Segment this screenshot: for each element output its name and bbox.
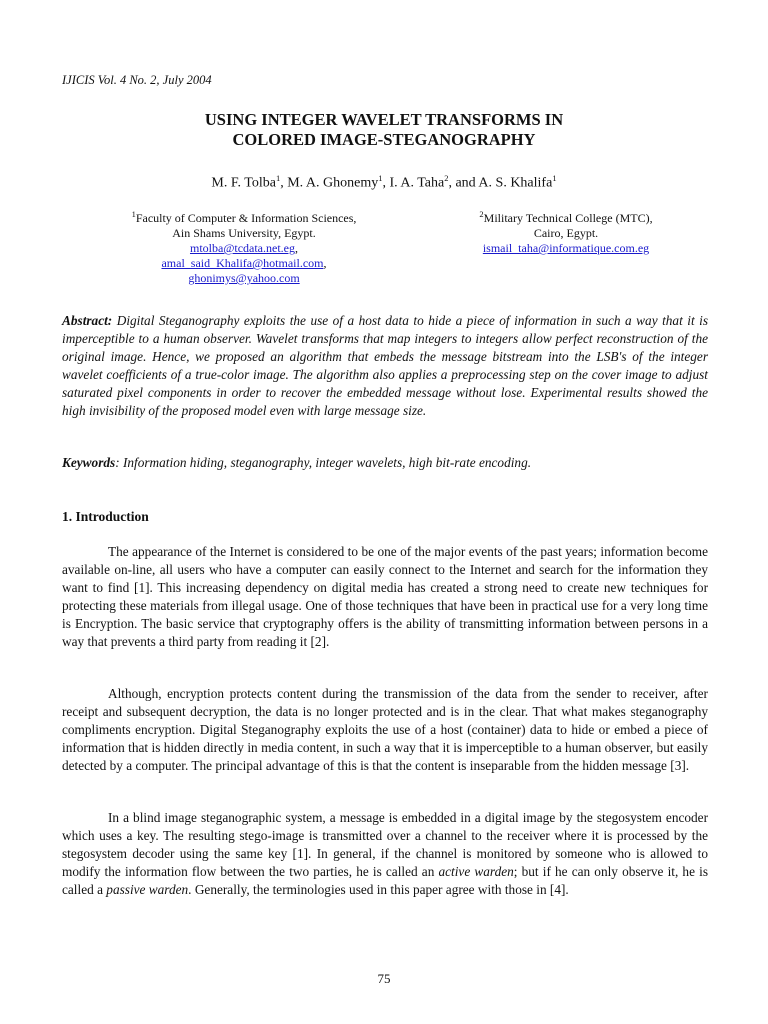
keywords-text: : Information hiding, steganography, integer wavelets, high bit-rate encoding. xyxy=(115,455,532,470)
title-line-2: COLORED IMAGE-STEGANOGRAPHY xyxy=(232,130,536,149)
paper-title xyxy=(0,110,768,150)
author-affiliation-mark: 2 xyxy=(444,173,449,183)
intro-paragraph-1: The appearance of the Internet is considered to be one of the major events of the past years; information become available on-line, all users who have a computer can easily connect to the Internet and search for the information they want to find [1]. This increasing dependency on digital media has created a strong need to create new techniques for protecting these materials from illegal usage. One of those techniques that have been in practical use for a very long time is Encryption. The basic service that cryptography offers is the ability of transmitting information between persons in a way that prevents a third party from reading it [2]. xyxy=(62,544,708,649)
intro-paragraph-3: In a blind image steganographic system, a message is embedded in a digital image by the stegosystem encoder which uses a key. The resulting stego-image is transmitted over a channel to the receiver where it is processed by the stegosystem decoder using the same key [1]. In general, if the channel is monitored by someone who is allowed to modify the information flow between the two parties, he is called an active warden; but if he can only observe it, he is called a passive warden. Generally, the terminologies used in this paper agree with those in [4]. xyxy=(62,810,708,897)
running-head: IJICIS Vol. 4 No. 2, July 2004 xyxy=(62,73,212,87)
affiliation-1-location: Ain Shams University, Egypt. xyxy=(172,226,316,240)
author-affiliation-mark: 1 xyxy=(378,173,383,183)
keywords-label: Keywords xyxy=(62,455,116,470)
page-number: 75 xyxy=(377,971,391,986)
affiliation-mark: 2 xyxy=(479,209,484,219)
title-line-1: USING INTEGER WAVELET TRANSFORMS IN xyxy=(204,110,564,129)
affiliation-mark: 1 xyxy=(131,209,136,219)
section-heading-introduction: 1. Introduction xyxy=(62,509,149,524)
term-active-warden: active warden xyxy=(438,864,514,879)
email-link-ghonimy[interactable]: ghonimys@yahoo.com xyxy=(188,271,300,285)
author-separator: , xyxy=(382,175,390,191)
affiliation-2-location: Cairo, Egypt. xyxy=(533,226,599,240)
author-affiliation-mark: 1 xyxy=(275,173,281,183)
author-separator: , xyxy=(280,175,288,191)
intro-paragraph-2: Although, encryption protects content during the transmission of the data from the sender to receiver, after receipt and subsequent decryption, the data is no longer protected and is in the clear. That what makes steganography compliments encryption. Digital Steganography exploits the use of a host (container) data to hide or embed a piece of information that is hidden directly in media content, in such a way that it is imperceptible to a human observer, but easily detected by a computer. The principal advantage of this is that the content is inseparable from the hidden message [3]. xyxy=(62,686,708,773)
author-name: M. F. Tolba xyxy=(211,175,276,191)
affiliation-1-institution: $^1$Faculty of Computer & Information Sciences, xyxy=(131,209,357,225)
author-separator: , and xyxy=(448,175,479,191)
affiliation-2 xyxy=(420,207,712,256)
email-link-khalifa[interactable]: amal_said_Khalifa@hotmail.com xyxy=(161,256,324,270)
term-passive-warden: passive warden xyxy=(106,882,189,897)
abstract-label: Abstract: xyxy=(62,313,113,328)
abstract-text: Digital Steganography exploits the use of a host data to hide a piece of information in such a way that it is imperceptible to a human observer. Wavelet transforms that map integers to integers allow perfect reconstruction of the original image. Hence, we proposed an algorithm that embeds the message bitstream into the LSB's of the integer wavelet coefficients of a true-color image. The algorithm also applies a preprocessing step on the cover image to adjust saturated pixel components in order to recover the embedded message without lose. Experimental results showed the high invisibility of the proposed model even with large message size. xyxy=(62,313,708,418)
author-name: I. A. Taha xyxy=(389,175,445,191)
email-link-taha[interactable]: ismail_taha@informatique.com.eg xyxy=(482,241,650,255)
affiliation-1 xyxy=(108,207,380,286)
abstract xyxy=(62,312,708,420)
keywords xyxy=(62,455,708,471)
email-link-tolba[interactable]: mtolba@tcdata.net.eg xyxy=(189,241,295,255)
author-name: M. A. Ghonemy xyxy=(287,175,379,191)
affiliation-1-email-row: amal_said_Khalifa@hotmail.com, xyxy=(161,256,327,270)
author-affiliation-mark: 1 xyxy=(552,173,557,183)
author-list xyxy=(0,173,768,192)
affiliation-1-email-row: mtolba@tcdata.net.eg, xyxy=(189,241,298,255)
affiliation-2-institution: $^2$Military Technical College (MTC), xyxy=(479,209,653,225)
author-name: A. S. Khalifa xyxy=(478,175,553,191)
